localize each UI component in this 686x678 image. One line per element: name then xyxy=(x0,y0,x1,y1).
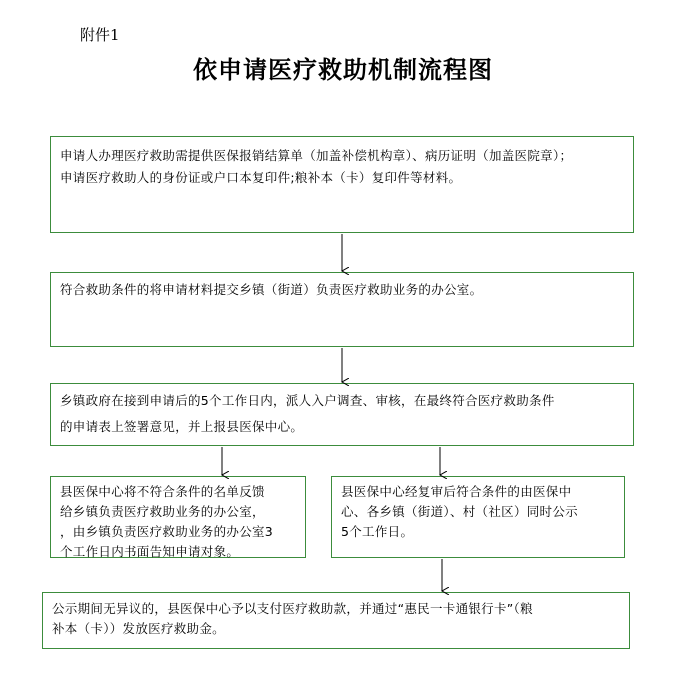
step-3-line-1: 乡镇政府在接到申请后的5个工作日内，派人入户调查、审核，在最终符合医疗救助条件 xyxy=(60,393,555,408)
step-4-line-3: ，由乡镇负责医疗救助业务的办公室3 xyxy=(60,524,274,539)
step-6-line-1: 公示期间无异议的，县医保中心予以支付医疗救助款，并通过“惠民一卡通银行卡”（粮 xyxy=(52,601,533,616)
step-3-township-review-box xyxy=(50,383,634,446)
step-4-line-1: 县医保中心将不符合条件的名单反馈 xyxy=(60,484,265,499)
step-1-submit-materials-box xyxy=(50,136,634,233)
step-5-line-1: 县医保中心经复审后符合条件的由医保中 xyxy=(341,484,572,499)
step-2-line-1: 符合救助条件的将申请材料提交乡镇（街道）负责医疗救助业务的办公室。 xyxy=(60,282,483,297)
step-4-line-4: 个工作日内书面告知申请对象。 xyxy=(60,544,240,559)
attachment-label: 附件1 xyxy=(80,26,120,44)
step-6-payment-box xyxy=(42,592,630,649)
step-1-line-2: 申请医疗救助人的身份证或户口本复印件;粮补本（卡）复印件等材料。 xyxy=(60,170,462,185)
step-5-public-notice-box xyxy=(331,476,625,558)
step-2-township-office-box xyxy=(50,272,634,347)
step-3-line-2: 的申请表上签署意见，并上报县医保中心。 xyxy=(60,419,304,434)
step-5-line-2: 心、各乡镇（街道）、村（社区）同时公示 xyxy=(341,504,578,519)
step-4-rejection-notice-box xyxy=(50,476,306,558)
step-6-line-2: 补本（卡））发放医疗救助金。 xyxy=(52,621,225,636)
step-4-line-2: 给乡镇负责医疗救助业务的办公室， xyxy=(60,504,265,519)
step-1-line-1: 申请人办理医疗救助需提供医保报销结算单（加盖补偿机构章）、病历证明（加盖医院章）； xyxy=(60,148,573,163)
page-title: 依申请医疗救助机制流程图 xyxy=(193,55,493,84)
step-5-line-3: 5个工作日。 xyxy=(341,524,414,539)
